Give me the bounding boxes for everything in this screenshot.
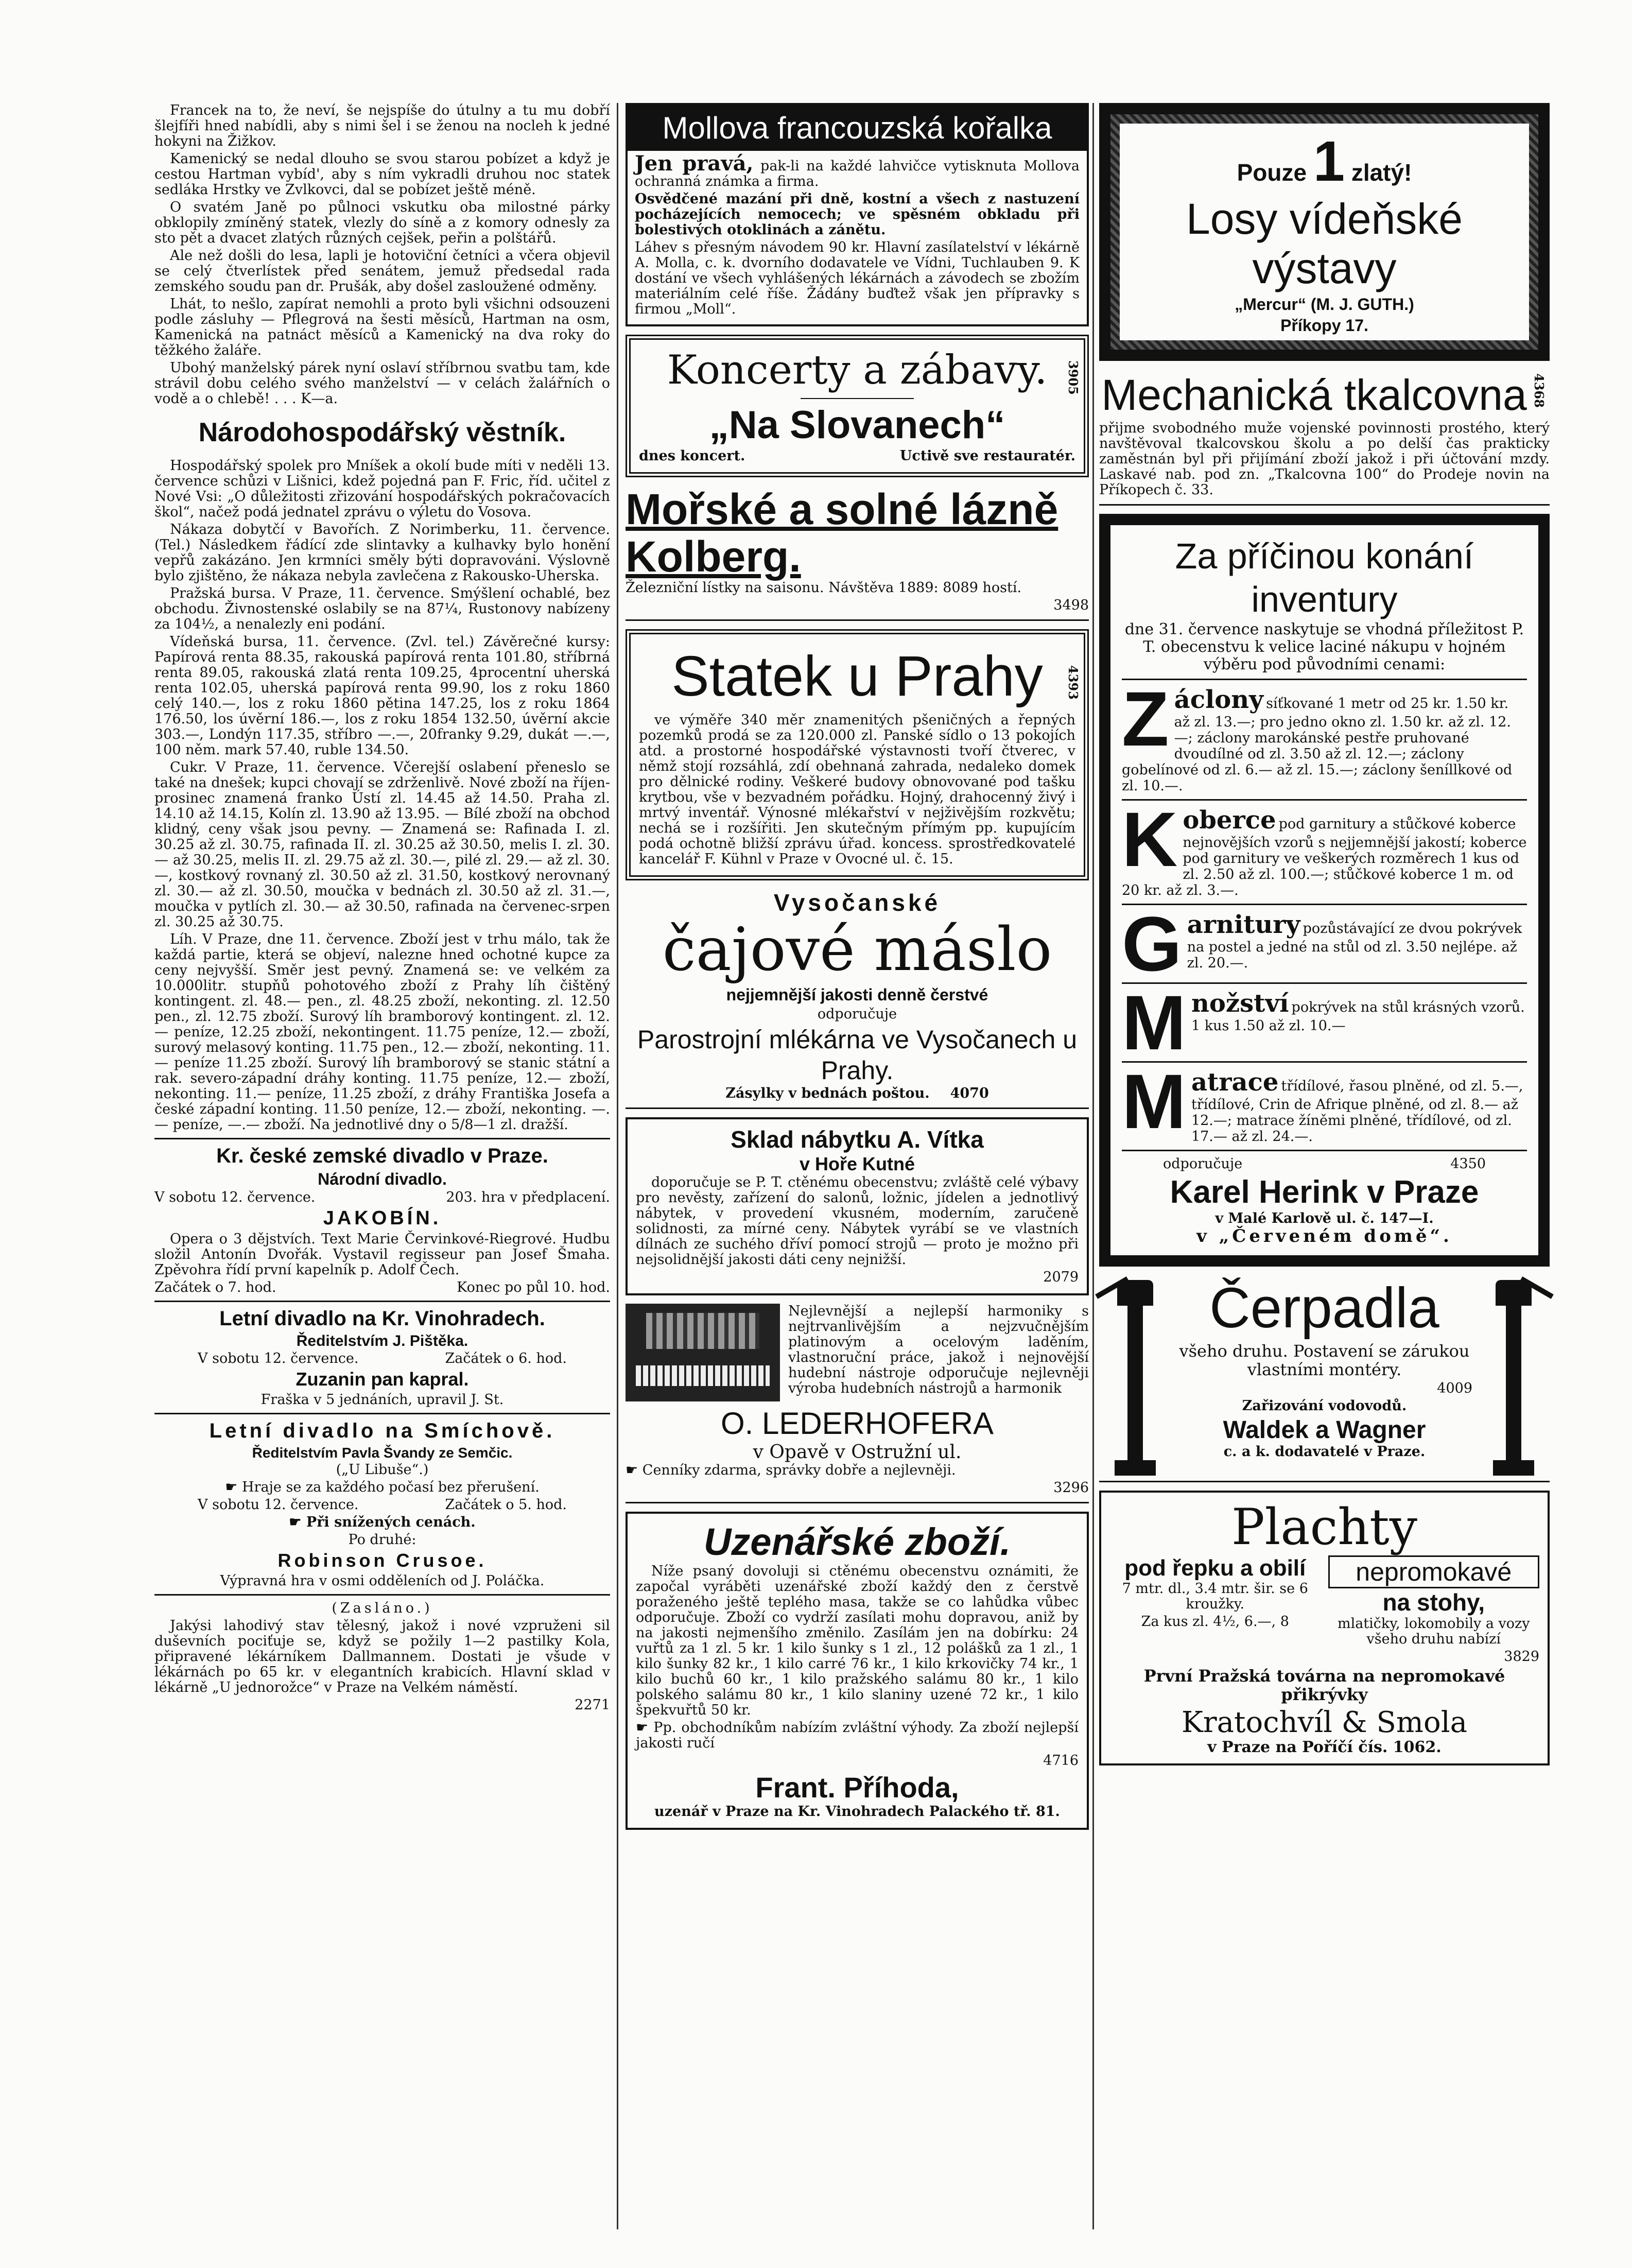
ad-number: 4350 [1450, 1156, 1486, 1172]
theatre-subtitle: Národní divadlo. [318, 1170, 447, 1188]
theatre-play: Robinson Crusoe. [277, 1550, 487, 1571]
ad-text: Láhev s přesným návodem 90 kr. Hlavní zasílatelství v lékárně A. Molla, c. k. dvorního dodavatele ve Vídni, Tuchlauben 9. K dostání ve všech vyhlášených lékárnách a závodech se zbožím materiálním celé říše. Žádány buďtež však jen přípravky s firmou „Moll“. [635, 239, 1080, 317]
story-paragraph: Kamenický se nedal dlouho se svou starou pobízet a když je cestou Hartman vybíd', aby s ním vykradli druhou noc statek sedláka Hrstky ve Zvlkovci, dal se pobízet ještě méně. [154, 151, 610, 198]
column-right [1099, 103, 1550, 1774]
initial-letter: K [1122, 796, 1178, 882]
ad-number: 2271 [575, 1697, 610, 1713]
ad-title: Za příčinou konání inventury [1175, 536, 1474, 619]
ad-firm: Frant. Příhoda, [755, 1771, 959, 1804]
zaslano-heading: (Zasláno.) [332, 1600, 433, 1616]
theatre-date-line [154, 1351, 610, 1366]
ad-title: Koncerty a zábavy. [667, 347, 1048, 393]
inventory-item-mattresses: Matrace třídílové, řasou plněné, od zl. 5.—, třídílové, Crin de Afrique plněné, od zl. 8.— až 12.—; matrace žíněmi plněné, třídílové, od zl. 17.— až zl. 24.—. [1122, 1058, 1523, 1145]
initial-letter: G [1122, 901, 1182, 987]
theatre-start: Začátek o 5. hod. [445, 1497, 567, 1513]
column-rule [617, 103, 618, 2229]
ad-sausage [626, 1512, 1089, 1830]
ad-butter [626, 889, 1089, 1109]
divider [154, 1413, 610, 1414]
column-middle [626, 103, 1089, 1838]
ad-address: uzenář v Praze na Kr. Vinohradech Palackého tř. 81. [654, 1804, 1060, 1820]
tarpaulin-right: nepromokavé na stohy, mlatičky, lokomobily a vozy všeho druhu nabízí 3829 [1328, 1555, 1540, 1667]
initial-letter: M [1122, 1058, 1186, 1145]
theatre-start: Začátek o 6. hod. [445, 1351, 567, 1366]
ad-number: 3829 [1504, 1649, 1539, 1665]
ad-firm: Parostrojní mlékárna ve Vysočanech u Prahy. [637, 1025, 1078, 1085]
harmonium-illustration [626, 1304, 780, 1401]
ad-title: Statek u Prahy [671, 645, 1043, 708]
ad-title: Uzenářské zboží. [703, 1520, 1011, 1563]
ad-address: c. a k. dodavatelé v Praze. [1223, 1444, 1426, 1460]
ad-title: Čerpadla [1209, 1276, 1439, 1340]
theatre-subtitle-2: („U Libuše“.) [336, 1462, 429, 1478]
ad-weaving [1099, 369, 1550, 506]
zaslano-text: Jakýsi lahodivý stav tělesný, jakož i nové vzpruženi sil duševních pociťuje se, když se požily 1—2 pastilky Kola, připravené lékárníkem Dallmannem. Dostati je všude v lékárnách po 65 kr. v elegantních krabicích. Hlavní sklad v lékárně „U jednorožce“ v Praze na Velkém náměstí. [154, 1618, 610, 1695]
ad-furniture [626, 1117, 1089, 1295]
ornament [801, 398, 914, 399]
economic-paragraph: Pražská bursa. V Praze, 11. července. Smýšlení ochablé, bez obchodu. Živnostenské oslabily se na 87¼, Rustonovy nabízeny za 104½, a nenalezly eni podání. [154, 585, 610, 632]
ad-text: dne 31. července naskytuje se vhodná příležitost P. T. obecenstvu k velice laciné nákupu v hojném výběru pod původními cenami: [1124, 620, 1524, 673]
ad-number: 4393 [1066, 665, 1081, 700]
ad-text: Nejlevnější a nejlepší harmoniky s nejtrvanlivějším a nejzvučnějším platinovým a ocelovým laděním, vlastnoruční práce, jakož i nejnovější hudební nástroje odporučuje nejlevněji výroba hudebních nástrojů a harmonik [788, 1303, 1089, 1396]
ad-text: ve výměře 340 měr znamenitých pšeničných a řepných pozemků prodá se za 120.000 zl. Panské sídlo o 13 pokojích atd. a prostorné hospodářské výstavnosti tvoří čtverec, v němž stojí rozsáhlá, zdí obehnaná zahrada, nedaleko domek pro dělnické rodiny. Veškeré budovy obnovované pod tašku krytbou, vše v bezvadném pořádku. Hojný, drahocenný živý i mrtvý inventář. Výnosné mlékařství v nejživějším rozkvětu; nechá se i rozšířiti. Jen skutečným přímým pp. kupujícím podá ochotně bližší zprávu úřad. koncess. sprostředkovatelé kancelář F. Kühnl v Praze v Ovocné ul. č. 15. [639, 712, 1075, 867]
theatre-note: ☛ Při snížených cenách. [289, 1514, 476, 1530]
economic-paragraph: Vídeňská bursa, 11. července. (Zvl. tel.) Závěrečné kursy: Papírová renta 88.35, rakouská papírová renta 101.80, stříbrná renta 89.05, rakouská zlatá renta 109.25, 4procentní uherská renta 102.05, uherská papírová renta 99.90, los z roku 1860 celý 140.—, los z roku 1860 pětina 147.25, los z roku 1864 176.50, los úvěrní 186.—, los z roku 1854 132.50, úvěrní akcie 303.—, Londýn 117.35, stříbro —.—, 20franky 9.29, dukát —.—, 100 něm. mark 57.40, ruble 134.50. [154, 634, 610, 758]
theatre-desc: Fraška v 5 jednáních, upravil J. St. [261, 1392, 504, 1408]
inventory-item-curtains: Záclony síťkované 1 metr od 25 kr. 1.50 kr. až zl. 13.—; pro jedno okno zl. 1.50 kr. až zl. 12.—; záclony marokánské pestře pruhované dvoudílné od zl. 3.50 až zl. 12.—; záclony gobelínové od zl. 6.— až zl. 15.—; záclony šeníllkové od zl. 10.—. [1122, 676, 1513, 794]
economic-paragraph: Líh. V Praze, dne 11. července. Zboží jest v trhu málo, tak že každá partie, která se objeví, nalezne hned ochotné kupce za ceny nejvyšší. Směr jest pevný. Znamená se: ve velkém za 10.000litr. stupňů pohotového zboží z Prahy líh čištěný kontingent. zl. 48.— pen., zl. 48.25 zboží, nekonting. zl. 12.50 pen., zl. 12.75 zboží. Surový líh bramborový kontingent. zl. 12.— peníze, 12.25 zboží, nekontingent. 11.75 peníze, 12.— zboží, surový melasový konting. 11.75 pen., 12.— zboží, nekonting. 11.— peníze 11.25 zboží. Surový líh bramborový se stanic státní a rak. severo-západní dráhy konting. 11.75 peníze, 12.— zboží, nekonting. 11.— peníze, 11.25 zboží, z dráhy Františka Josefa a české západní konting. 11.50 peníze, 12.— zboží, nekonting. —.— peníze, —.— zboží. Na jednotlivé dny o 5/8—1 zl. dražší. [154, 931, 610, 1133]
ad-moll [626, 103, 1089, 326]
theatre-title: Letní divadlo na Kr. Vinohradech. [219, 1307, 545, 1330]
divider [1122, 799, 1527, 801]
inventory-item-quantity: Množství pokrývek na stůl krásných vzorů. 1 kus 1.50 až zl. 10.— [1122, 979, 1525, 1066]
inventory-item-carpets: Koberce pod garnitury a stůčkové koberce nejnovějších vzorů s nejjemnější jakostí; koberce pod garnitury ve veškerých rozměrech 1 kus od zl. 2.50 až zl. 100.—; stůčkové koberce 1 m. od 20 kr. až zl. 3.—. [1122, 796, 1527, 898]
theatre-date: V sobotu 12. července. [198, 1497, 359, 1513]
ad-harmonica [626, 1304, 1089, 1503]
ad-number: 3905 [1066, 360, 1081, 395]
column-left [154, 103, 610, 1715]
theatre-times [154, 1280, 610, 1295]
ad-address: v Malé Karlově ul. č. 147—I. [1215, 1210, 1434, 1226]
ad-number: 2079 [1043, 1269, 1079, 1285]
ad-inventory [1099, 514, 1550, 1267]
ad-concerts [626, 335, 1089, 477]
ad-firm: „Mercur“ (M. J. GUTH.) [1235, 295, 1414, 314]
economic-paragraph: Cukr. V Praze, 11. července. Včerejší oslabení přeneslo se také na dnešek; kupci chovají se zdrženlivě. Nové zboží na říjen-prosinec znamená franko Ústí zl. 14.45 až 14.50. Praha zl. 14.10 až 14.15, Kolín zl. 13.90 až 13.95. — Bílé zboží na obchod klidný, ceny však jsou pevny. — Znamená se: Rafinada I. zl. 30.25 až zl. 30.75, rafinada II. zl. 30.25 až 30.50, melis I. zl. 30.— až 30.25, melis II. zl. 29.75 až zl. 30.—, pilé zl. 29.— až zl. 30.—, kostkový rovnaný zl. 30.50 až zl. 31.50, kostkový nerovnaný zl. 30.— až zl. 30.50, moučka v bednách zl. 30.50 až zl. 31.—, moučka v pytlích zl. 30.— až 30.50, rafinada na červenec-srpen zl. 30.25 až 30.75. [154, 759, 610, 930]
divider [1122, 679, 1527, 680]
economic-paragraph: Nákaza dobytčí v Bavořích. Z Norimberku, 11. července. (Tel.) Následkem řádící zde slintavky a kulhavky bylo honění vepřů zakázáno. Jen krmníci směly býti dopravováni. Výslovně bylo zjištěno, že nákaza nebyla zavlečena z Rakousko-Uherska. [154, 522, 610, 584]
ad-firm: Karel Herink v Praze [1170, 1174, 1479, 1210]
ad-title: Plachty [1231, 1498, 1417, 1556]
theatre-desc: Opera o 3 dějstvích. Text Marie Červinkové-Riegrové. Hudbu složil Antonín Dvořák. Vystavil regisseur pan Josef Šmaha. Zpěvohra řídí první kapelník p. Adolf Čech. [154, 1231, 610, 1278]
theatre-play: Zuzanin pan kapral. [296, 1369, 469, 1390]
story-paragraph: Ale než došli do lesa, lapli je hotoviční četníci a včera objevil se celý čtverlístek před senátem, jemuž předsedal rada zemského soudu pan dr. Prušák, aby došel zasloužené odměny. [154, 248, 610, 295]
ad-kolberg [626, 486, 1089, 621]
ad-text: všeho druhu. Postavení se zárukou vlastními montéry. [1179, 1341, 1470, 1379]
inventory-item-garnitures: Garnitury pozůstávající ze dvou pokrývek na postel a jedné na stůl od zl. 3.50 nejlépe. až zl. 20.—. [1122, 901, 1522, 987]
pointing-hand-icon: ☛ [626, 1462, 643, 1478]
pointing-hand-icon: ☛ [225, 1479, 242, 1495]
story-paragraph: O svatém Janě po půlnoci vskutku oba milostné párky obklopily zmíněný statek, vlezly do síně a z komory odnesly za sto pět a dvacet zlatých různých cejšek, peřin a polštářů. [154, 199, 610, 246]
pointing-hand-icon: ☛ [289, 1514, 306, 1530]
economic-paragraph: Hospodářský spolek pro Mníšek a okolí bude míti v neděli 13. července schůzi v Lišnici, kdež pojedná pan F. Fric, říd. učitel z Nové Vsi: „O důležitosti zřizování hospodářských pokračovacích škol“, načež podá jednatel zprávu o výletu do Vosova. [154, 458, 610, 520]
initial-letter: Z [1122, 676, 1169, 762]
ad-estate [626, 629, 1089, 880]
ad-number: 4368 [1532, 373, 1547, 408]
theatre-subtitle: Ředitelstvím J. Pištěka. [296, 1332, 468, 1349]
ad-firm: Kratochvíl & Smola [1181, 1706, 1468, 1739]
divider [1122, 1150, 1527, 1151]
pump-icon [1483, 1280, 1544, 1476]
story-paragraph: Lhát, to nešlo, zapírat nemohli a proto byli všichni odsouzeni podle zásluhy — Pflegrová na šesti měsíců, Hartman na osm, Kamenická na patnáct měsíců a Kamenický na dva roky do těžkého žaláře. [154, 296, 610, 358]
theatre-date-line [154, 1497, 610, 1513]
theatre-note: Po druhé: [348, 1532, 416, 1548]
ad-lottery [1099, 103, 1550, 361]
column-rule [1092, 103, 1094, 2229]
ad-text: přijme svobodného muže vojenské povinnosti prostého, který navštěvoval tkalcovskou školu a po delší čas prakticky zaměstnán byl při přijímání zboží jakož i při účtování mzdy. Laskavé nab. pod zn. „Tkalcovna 100“ do Prodeje novin na Příkopech č. 33. [1099, 420, 1550, 498]
ad-line: odporučuje 4350 [1163, 1156, 1486, 1172]
ad-text: První Pražská továrna na nepromokavé přikrývky [1143, 1666, 1505, 1704]
ad-number: 4070 [950, 1085, 989, 1101]
pointing-hand-icon: ☛ [636, 1720, 654, 1736]
story-paragraph: Ubohý manželský párek nyní oslaví stříbrnou svatbu tam, kde strávil dobu celého svého manželství — v celách žalářních o vodě a o chlebě! . . . K—a. [154, 360, 610, 407]
economic-heading: Národohospodářský věstník. [198, 418, 566, 447]
divider [154, 1138, 610, 1139]
ad-place: „Na Slovanech“ [709, 403, 1005, 447]
ad-text: ☛ Cenníky zdarma, správky dobře a nejlevněji. [626, 1462, 956, 1478]
ad-title: Mollova francouzská kořalka [628, 105, 1087, 151]
theatre-note: ☛ Hraje se za každého počasí bez přerušení. [225, 1479, 540, 1495]
ad-number: 3296 [1053, 1480, 1089, 1496]
theatre-title: Letní divadlo na Smíchově. [209, 1419, 555, 1442]
ad-line: Zásylky v bednách poštou. 4070 [725, 1085, 989, 1101]
ad-text: odporučuje [817, 1006, 897, 1022]
divider [1122, 904, 1527, 905]
theatre-play: JAKOBÍN. [323, 1207, 442, 1229]
ad-tarpaulins [1099, 1491, 1550, 1765]
theatre-date: V sobotu 12. července. [198, 1351, 359, 1366]
theatre-desc: Výpravná hra v osmi odděleních od J. Poláčka. [220, 1573, 545, 1589]
ad-text: Jen pravá, pak-li na každé lahvičce vytisknuta Mollova ochranná známka a firma. [635, 151, 1080, 189]
ad-text: ☛ Pp. obchodníkům nabízím zvláštní výhody. Za zboží nejlepší jakosti ručí [636, 1720, 1079, 1751]
pump-icon [1104, 1280, 1166, 1476]
story-paragraph: Francek na to, že neví, še nejspíše do útulny a tu mu dobří šlejfíři hned nabídli, aby s nimi šel i se ženou na nocleh k jedné hokyni na Žižkov. [154, 102, 610, 149]
ad-text: doporučuje se P. T. ctěnému obecenstvu; zvláště celé výbavy pro nevěsty, zařízení do salonů, ložnic, jídelen a jednotlivý nábytek, v provedení vkusném, moderním, zaručeně solidnosti, za mírné ceny. Nábytek vyrábí se ve vlastních dílnách ze suchého dříví pomocí strojů — proto je možno při nejsolidnější jakosti dáti ceny nejnižší. [636, 1174, 1079, 1268]
tarpaulin-left: pod řepku a obilí 7 mtr. dl., 3.4 mtr. šir. se 6 kroužky. Za kus zl. 4½, 6.—, 8 [1122, 1555, 1308, 1630]
ad-title: Mechanická tkalcovna [1101, 371, 1527, 419]
ad-line: dnes koncert. Uctivě sve restauratér. [639, 448, 1075, 464]
ad-place: v Opavě v Ostružní ul. [753, 1442, 962, 1463]
ad-text: Níže psaný dovoluji si ctěnému obecenstvu oznámiti, že započal vyráběti uzenářské zboží každý den z čerstvě poraženého ještě teplého masa, takže se co lahůdka vůbec odporučuje. Zboží co vydrží zasílati mohu dopravou, aniž by na jakosti nejmenšího změnilo. Zasílám jen na dobírku: 24 vuřtů za 1 zl. 5 kr. 1 kilo šunky s 1 zl., 12 polášků za 1 zl., 1 kilo šunky 82 kr., 1 kilo carré 76 kr., 1 kilo krkovičky 74 kr., 1 kilo buchů 60 kr., 1 kilo pražského salámu 80 kr., 1 kilo polského salámu 80 kr., 1 kilo slaniny uzené 72 kr., 1 kilo špekvuřtů 50 kr. [636, 1563, 1079, 1718]
theatre-start: Začátek o 7. hod. [154, 1279, 276, 1295]
ad-number: 4716 [1043, 1753, 1079, 1769]
ad-firm: O. LEDERHOFERA [720, 1406, 994, 1441]
ad-place: v Hoře Kutné [799, 1153, 915, 1174]
ad-title: čajové máslo [662, 915, 1052, 984]
ad-address: Příkopy 17. [1280, 316, 1368, 335]
ad-title: Losy vídeňské výstavy [1186, 195, 1463, 292]
ad-title: Sklad nábytku A. Vítka [731, 1126, 984, 1153]
theatre-number: 203. hra v předplacení. [446, 1189, 610, 1205]
ad-headline: Pouze 1 zlatý! [1237, 130, 1412, 193]
initial-letter: M [1122, 979, 1186, 1066]
ad-subtitle: nejjemnější jakosti denně čerstvé [726, 985, 988, 1004]
ad-title: Mořské a solné lázně Kolberg. [626, 485, 1058, 581]
theatre-title: Kr. české zemské divadlo v Praze. [216, 1145, 548, 1167]
ad-address: v Praze na Poříčí čís. 1062. [1207, 1738, 1442, 1756]
theatre-date: V sobotu 12. července. [154, 1189, 316, 1205]
ad-firm: Waldek a Wagner [1223, 1416, 1426, 1444]
divider [154, 1301, 610, 1302]
ad-text: Osvědčené mazání při dně, kostní a všech z nastuzení pocházejících nemocech; ve spěsném obkladu při bolestivých otoklinách a zánětu. [635, 191, 1080, 238]
ad-pretitle: Vysočanské [773, 889, 941, 916]
ad-text: Železniční lístky na saisonu. Návštěva 1889: 8089 hostí. [626, 580, 1022, 596]
ad-subtitle: Zařizování vodovodů. [1242, 1398, 1407, 1414]
theatre-end: Konec po půl 10. hod. [457, 1279, 610, 1295]
ad-shop: v „Červeném domě“. [1196, 1226, 1452, 1246]
theatre-date-line [154, 1190, 610, 1205]
theatre-subtitle: Ředitelstvím Pavla Švandy ze Semčic. [252, 1445, 513, 1461]
divider [154, 1594, 610, 1596]
ad-number: 4009 [1437, 1380, 1472, 1396]
ad-number: 3498 [1053, 597, 1089, 613]
ad-pumps [1099, 1275, 1550, 1482]
